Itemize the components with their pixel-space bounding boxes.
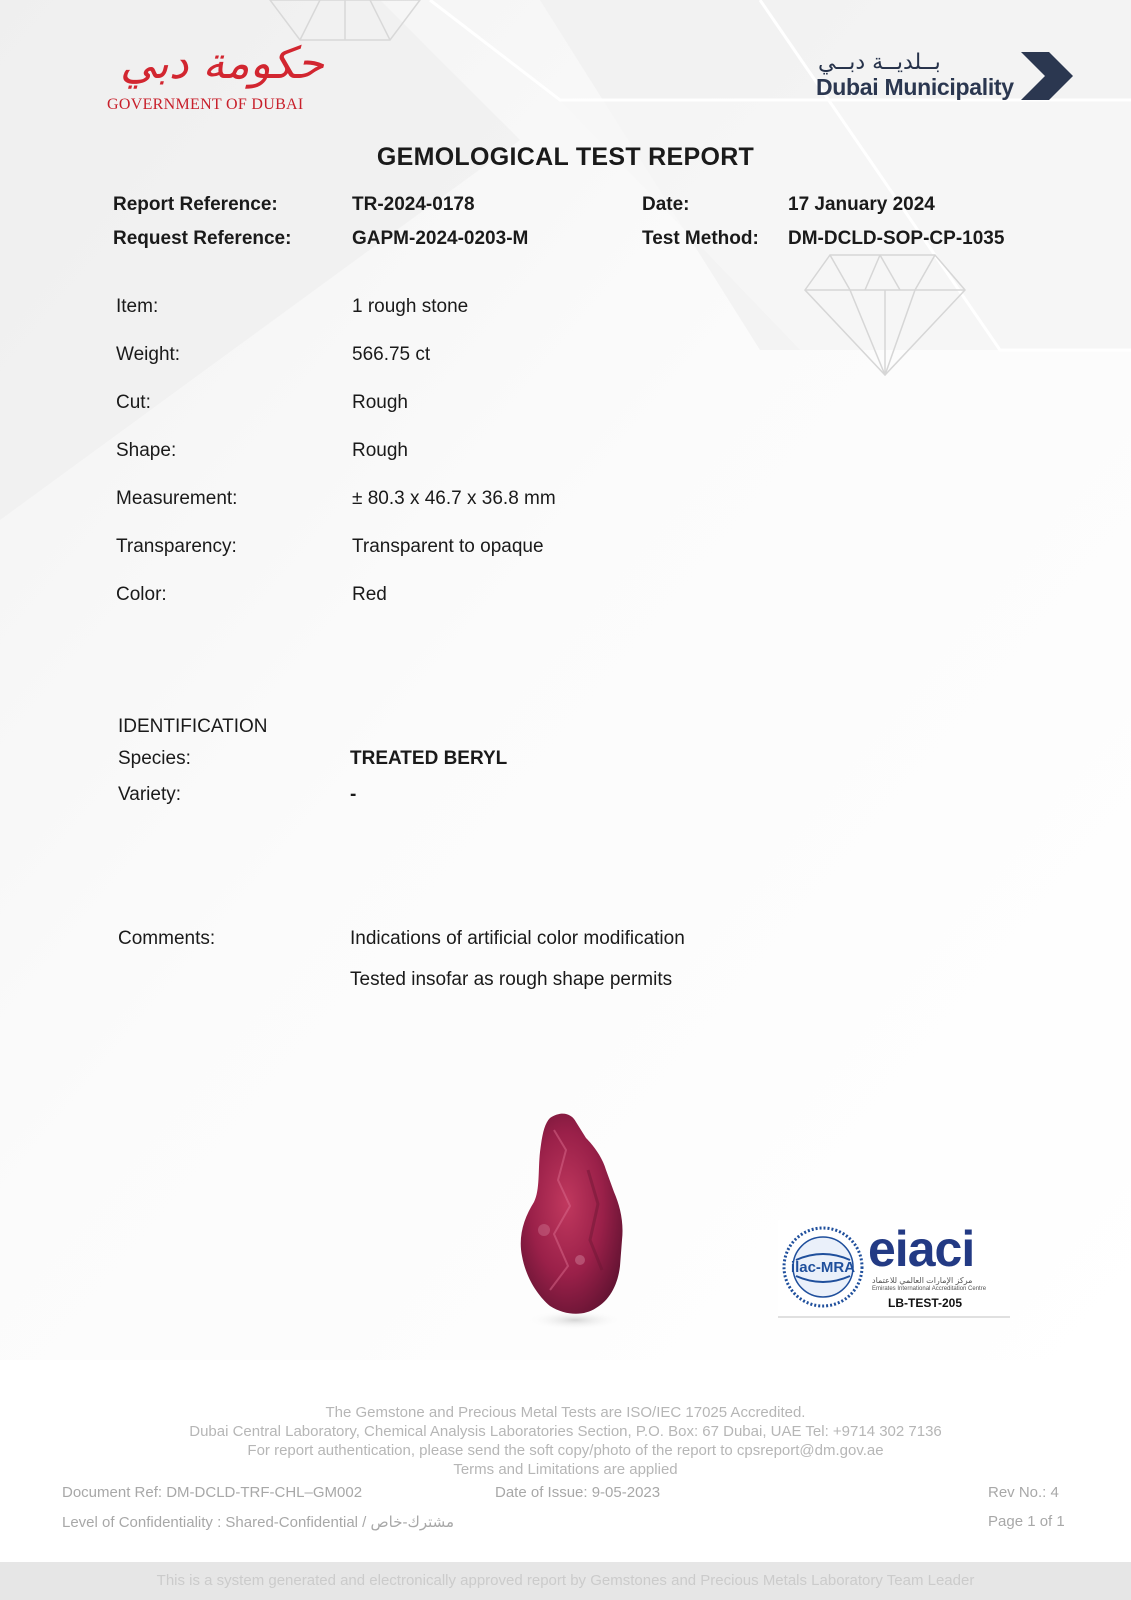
transparency-label: Transparency: bbox=[116, 536, 237, 557]
comment-line: Indications of artificial color modification bbox=[350, 928, 685, 949]
system-note: This is a system generated and electronically approved report by Gemstones and Precious Metals Laboratory Team Leader bbox=[156, 1572, 975, 1589]
footer-terms: Terms and Limitations are applied bbox=[453, 1461, 678, 1478]
page-title: GEMOLOGICAL TEST REPORT bbox=[376, 143, 755, 171]
ilac-mra-seal-icon bbox=[782, 1226, 864, 1308]
accreditation-code: LB-TEST-205 bbox=[888, 1296, 963, 1310]
date-value: 17 January 2024 bbox=[788, 194, 935, 215]
gemstone-photo bbox=[510, 1110, 640, 1332]
transparency-value: Transparent to opaque bbox=[352, 536, 544, 557]
shape-label: Shape: bbox=[116, 440, 177, 461]
government-of-dubai-logo: حكومة دبي bbox=[120, 38, 324, 89]
footer-accreditation-note: The Gemstone and Precious Metal Tests are ISO/IEC 17025 Accredited. bbox=[325, 1404, 806, 1421]
color-label: Color: bbox=[116, 584, 167, 605]
date-of-issue: Date of Issue: 9-05-2023 bbox=[495, 1484, 661, 1501]
ilac-mra-text: ilac-MRA bbox=[790, 1259, 856, 1276]
request-reference-label: Request Reference: bbox=[113, 228, 292, 249]
item-label: Item: bbox=[116, 296, 159, 317]
eiac-logo-text: eiaci bbox=[868, 1221, 975, 1277]
footer-address: Dubai Central Laboratory, Chemical Analysis Laboratories Section, P.O. Box: 67 Dubai, UAE Tel: +9714 302 7136 bbox=[189, 1423, 942, 1440]
shape-value: Rough bbox=[352, 440, 408, 461]
government-of-dubai-label: GOVERNMENT OF DUBAI bbox=[107, 96, 304, 113]
species-value: TREATED BERYL bbox=[350, 748, 508, 769]
document-ref: Document Ref: DM-DCLD-TRF-CHL–GM002 bbox=[62, 1484, 363, 1501]
dubai-municipality-logo-english: Dubai Municipality bbox=[816, 74, 1014, 100]
identification-heading: IDENTIFICATION bbox=[118, 716, 268, 737]
color-value: Red bbox=[352, 584, 387, 605]
test-method-label: Test Method: bbox=[642, 228, 759, 249]
report-reference-value: TR-2024-0178 bbox=[352, 194, 475, 215]
accreditation-logo-box bbox=[778, 1220, 1010, 1318]
report-reference-label: Report Reference: bbox=[113, 194, 278, 215]
dubai-municipality-logo-arabic: بــلديــة دبــي bbox=[818, 50, 941, 75]
page-number: Page 1 of 1 bbox=[988, 1513, 1065, 1530]
comment-line: Tested insofar as rough shape permits bbox=[350, 969, 673, 990]
comments-label: Comments: bbox=[118, 928, 216, 949]
confidentiality-level: Level of Confidentiality : Shared-Confidential / مشترك-خاص bbox=[62, 1514, 455, 1531]
request-reference-value: GAPM-2024-0203-M bbox=[352, 228, 529, 249]
cut-label: Cut: bbox=[116, 392, 151, 413]
weight-value: 566.75 ct bbox=[352, 344, 431, 365]
eiac-english-name: Emirates International Accreditation Centre bbox=[872, 1286, 987, 1292]
date-label: Date: bbox=[642, 194, 690, 215]
cut-value: Rough bbox=[352, 392, 408, 413]
weight-label: Weight: bbox=[116, 344, 181, 365]
revision-number: Rev No.: 4 bbox=[988, 1484, 1059, 1501]
test-method-value: DM-DCLD-SOP-CP-1035 bbox=[788, 228, 1005, 249]
measurement-value: ± 80.3 x 46.7 x 36.8 mm bbox=[352, 488, 556, 509]
dubai-municipality-chevron-icon bbox=[1013, 52, 1073, 102]
measurement-label: Measurement: bbox=[116, 488, 238, 509]
variety-label: Variety: bbox=[118, 784, 182, 805]
footer-authentication: For report authentication, please send the soft copy/photo of the report to cpsreport@dm.gov.ae bbox=[247, 1442, 884, 1459]
variety-value: - bbox=[350, 784, 357, 805]
eiac-arabic-name: مركز الإمارات العالمي للاعتماد bbox=[872, 1276, 973, 1285]
species-label: Species: bbox=[118, 748, 191, 769]
item-value: 1 rough stone bbox=[352, 296, 469, 317]
